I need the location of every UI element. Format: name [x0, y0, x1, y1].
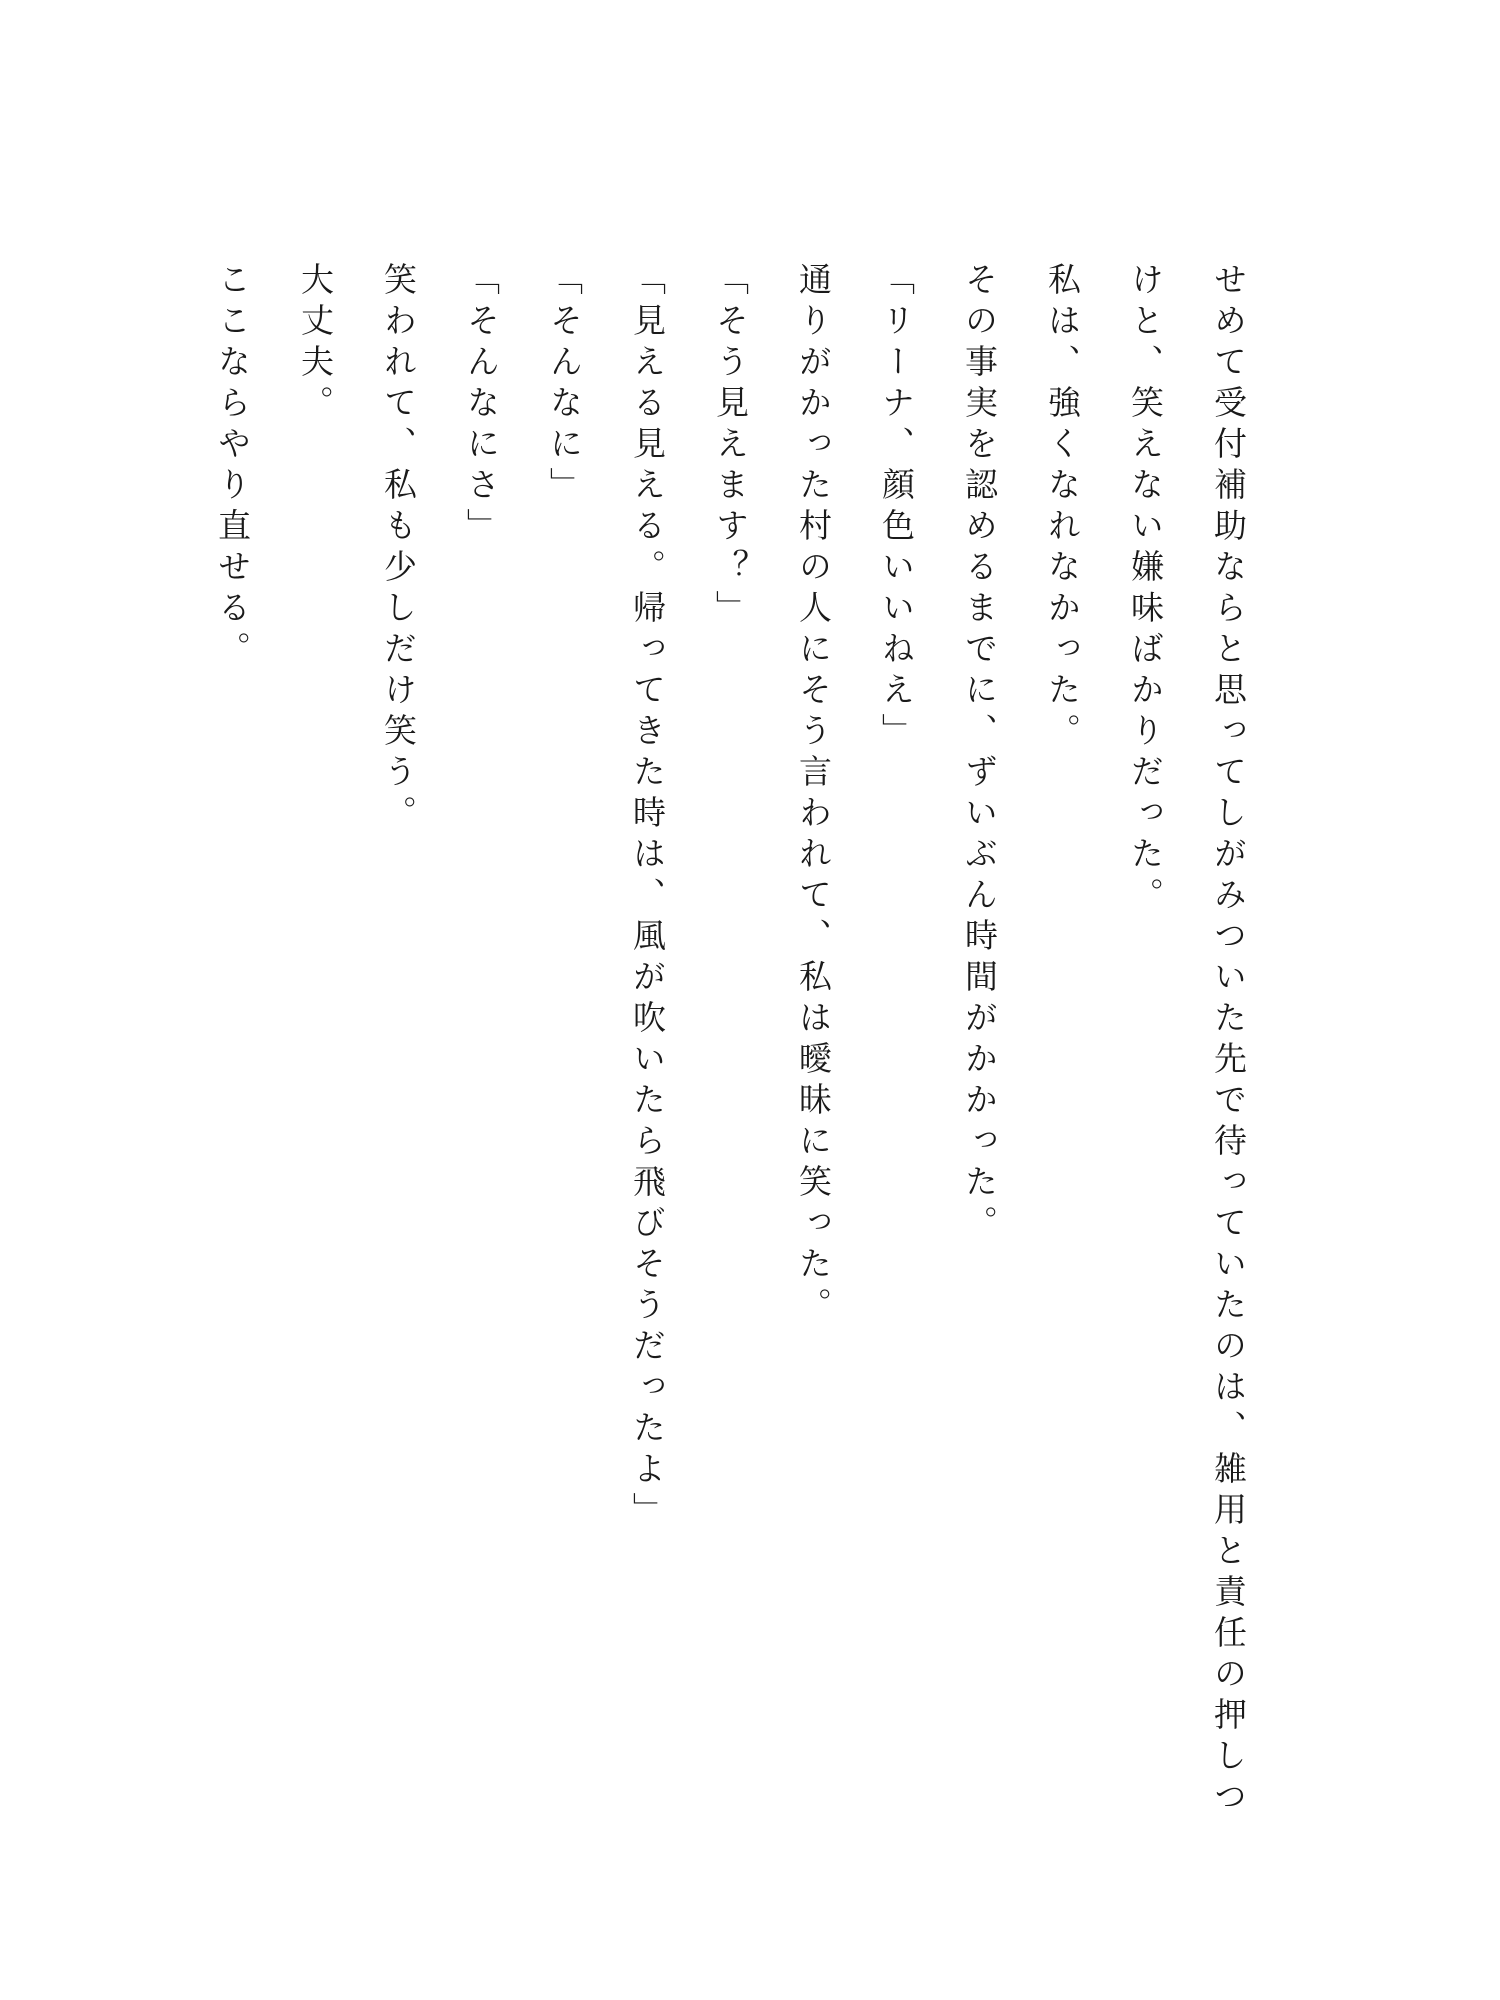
paragraph-8: 「そんなに」 — [545, 262, 584, 508]
paragraph-9: 「そんなにさ」 — [462, 262, 501, 549]
paragraph-6: 「そう見えます？」 — [711, 262, 750, 631]
paragraph-11: 大丈夫。 — [296, 262, 335, 426]
paragraph-1: せめて受付補助ならと思ってしがみついた先で待っていたのは、雑用と責任の押しつけと、笑えない嫌味ばかりだった。 — [1126, 262, 1248, 1820]
paragraph-3: その事実を認めるまでに、ずいぶん時間がかかった。 — [960, 262, 999, 1246]
vertical-text-body — [191, 262, 1270, 1822]
paragraph-2: 私は、強くなれなかった。 — [1043, 262, 1082, 754]
paragraph-12: ここならやり直せる。 — [213, 262, 252, 672]
paragraph-10: 笑われて、私も少しだけ笑う。 — [379, 262, 418, 836]
paragraph-7: 「見える見える。帰ってきた時は、風が吹いたら飛びそうだったよ」 — [628, 262, 667, 1533]
paragraph-4: 「リーナ、顔色いいねえ」 — [877, 262, 916, 754]
paragraph-5: 通りがかった村の人にそう言われて、私は曖昧に笑った。 — [794, 262, 833, 1328]
